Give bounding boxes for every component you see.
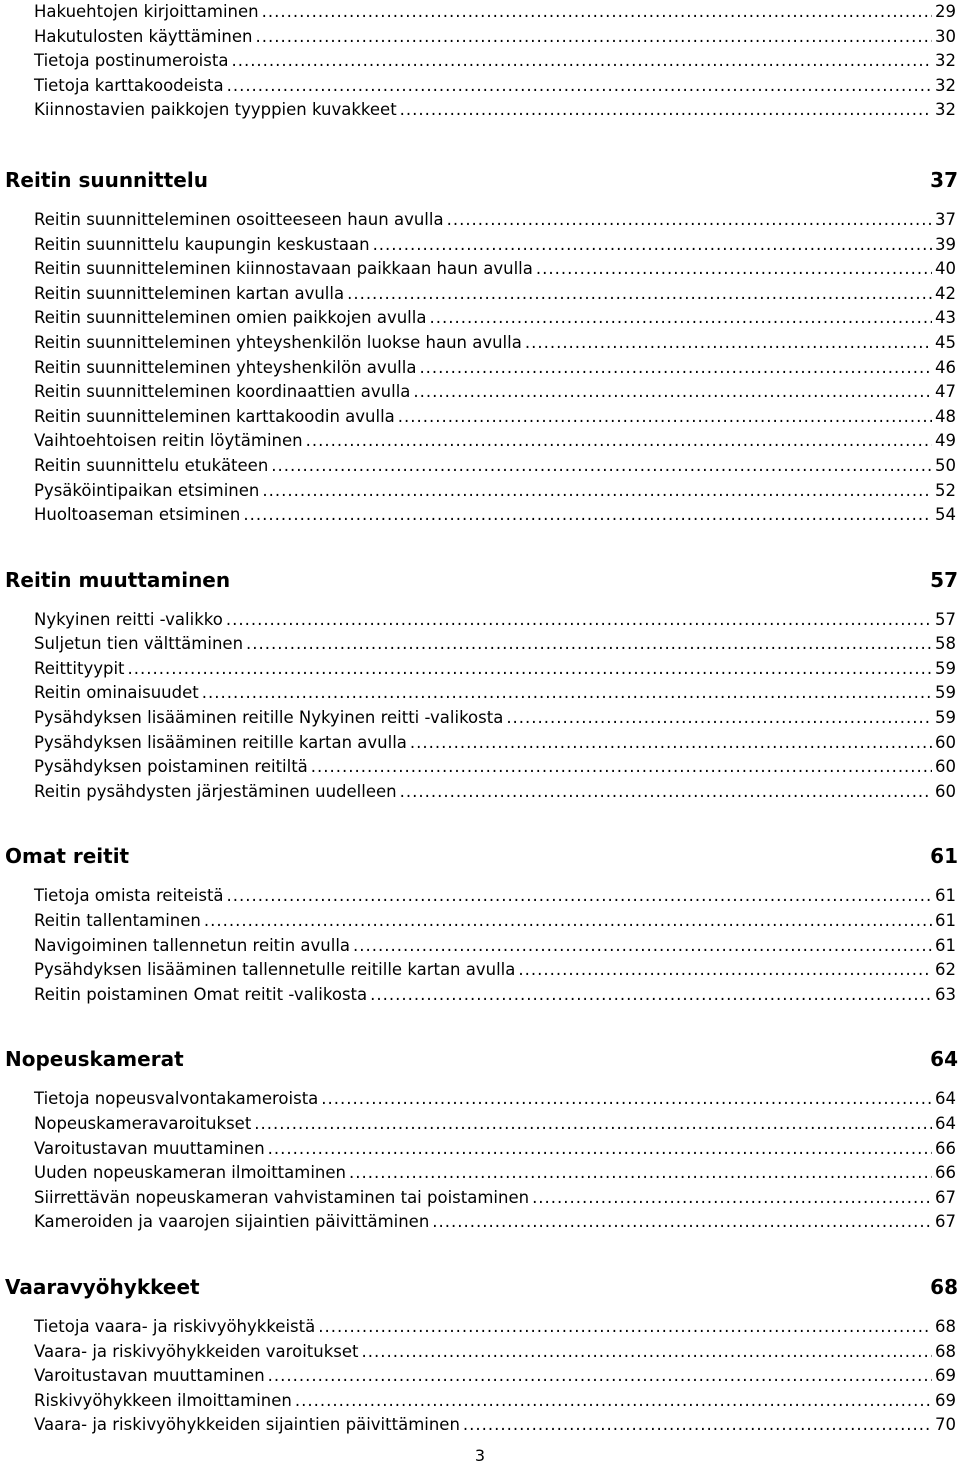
toc-entry[interactable] <box>0 233 960 258</box>
toc-entry[interactable] <box>0 282 960 307</box>
toc-entry-title: Tietoja omista reiteistä <box>34 886 224 906</box>
dot-leader <box>227 74 932 99</box>
toc-entry-page: 70 <box>935 1415 956 1435</box>
section-heading[interactable] <box>0 1272 960 1302</box>
dot-leader <box>295 1389 932 1414</box>
toc-entry-page: 58 <box>935 634 956 654</box>
dot-leader <box>227 884 932 909</box>
toc-entry[interactable] <box>0 884 960 909</box>
toc-entry-title: Pysähdyksen lisääminen tallennetulle reitille kartan avulla <box>34 960 516 980</box>
toc-entry-title: Reitin suunnitteleminen kiinnostavaan paikkaan haun avulla <box>34 259 533 279</box>
toc-entry-page: 61 <box>935 911 956 931</box>
toc-entry-title: Varoitustavan muuttaminen <box>34 1366 265 1386</box>
dot-leader <box>306 429 932 454</box>
toc-entry-title: Reitin suunnitteleminen koordinaattien avulla <box>34 382 411 402</box>
section-heading[interactable] <box>0 1044 960 1074</box>
toc-entry[interactable] <box>0 608 960 633</box>
dot-leader <box>243 503 932 528</box>
toc-entry-title: Navigoiminen tallennetun reitin avulla <box>34 935 351 955</box>
toc-entry-title: Reitin suunnitteleminen karttakoodin avulla <box>34 406 395 426</box>
toc-entry-page: 30 <box>935 26 956 46</box>
toc-entry[interactable] <box>0 331 960 356</box>
toc-entry-title: Tietoja vaara- ja riskivyöhykkeistä <box>34 1316 316 1336</box>
toc-entry-title: Kameroiden ja vaarojen sijaintien päivittäminen <box>34 1212 430 1232</box>
dot-leader <box>254 1112 932 1137</box>
toc-entry-page: 47 <box>935 382 956 402</box>
dot-leader <box>311 755 932 780</box>
toc-entry-page: 54 <box>935 505 956 525</box>
toc-entry-title: Pysäköintipaikan etsiminen <box>34 480 260 500</box>
toc-entry-page: 59 <box>935 708 956 728</box>
toc-entry[interactable] <box>0 1210 960 1235</box>
spacer <box>0 528 960 565</box>
toc-sections <box>0 123 960 1438</box>
toc-entry-page: 64 <box>935 1114 956 1133</box>
section-heading[interactable] <box>0 841 960 871</box>
toc-entry-title: Siirrettävän nopeuskameran vahvistaminen tai poistaminen <box>34 1187 530 1207</box>
toc-entry-page: 68 <box>935 1341 956 1361</box>
toc-entry[interactable] <box>0 306 960 331</box>
dot-leader <box>419 356 932 381</box>
spacer <box>0 871 960 884</box>
dot-leader <box>400 780 932 805</box>
toc-entry[interactable] <box>0 1413 960 1438</box>
toc-entry-page: 37 <box>935 209 956 229</box>
toc-entry-page: 66 <box>935 1163 956 1183</box>
dot-leader <box>353 934 932 959</box>
toc-entry[interactable] <box>0 0 960 25</box>
toc-entry-title: Riskivyöhykkeen ilmoittaminen <box>34 1390 292 1410</box>
toc-entry[interactable] <box>0 934 960 959</box>
dot-leader <box>525 331 932 356</box>
toc-entry[interactable] <box>0 1186 960 1211</box>
toc-entry[interactable] <box>0 257 960 282</box>
spacer <box>0 1302 960 1315</box>
toc-entry-page: 32 <box>935 75 956 95</box>
toc-entry-title: Tietoja karttakoodeista <box>34 75 224 95</box>
toc-section <box>0 528 960 805</box>
toc-entry-page: 29 <box>935 2 956 21</box>
spacer <box>0 595 960 608</box>
toc-entry-title: Pysähdyksen lisääminen reitille Nykyinen reitti -valikosta <box>34 708 504 728</box>
dot-leader <box>518 958 932 983</box>
toc-entry[interactable] <box>0 681 960 706</box>
dot-leader <box>536 257 932 282</box>
toc-entry-title: Varoitustavan muuttaminen <box>34 1138 265 1158</box>
toc-entry-page: 60 <box>935 781 956 801</box>
toc-entry-page: 48 <box>935 406 956 426</box>
intro-entries <box>0 0 960 123</box>
section-heading-page: 64 <box>930 1047 958 1072</box>
toc-entry-title: Reitin suunnittelu kaupungin keskustaan <box>34 234 370 254</box>
toc-entry[interactable] <box>0 909 960 934</box>
toc-entry-page: 50 <box>935 455 956 475</box>
dot-leader <box>246 632 932 657</box>
toc-entry-title: Nykyinen reitti -valikko <box>34 609 223 629</box>
toc-entry-title: Reitin tallentaminen <box>34 911 201 931</box>
dot-leader <box>398 405 932 430</box>
toc-entry-page: 61 <box>935 886 956 906</box>
dot-leader <box>202 681 932 706</box>
toc-entry[interactable] <box>0 405 960 430</box>
toc-entry[interactable] <box>0 49 960 74</box>
toc-entry[interactable] <box>0 25 960 50</box>
toc-entry-page: 32 <box>935 100 956 120</box>
toc-entry-title: Reitin suunnittelu etukäteen <box>34 455 269 475</box>
section-heading[interactable] <box>0 165 960 195</box>
toc-entry[interactable] <box>0 356 960 381</box>
toc-entry-page: 32 <box>935 51 956 71</box>
toc-entry-page: 63 <box>935 984 956 1004</box>
toc-entry-title: Vaara- ja riskivyöhykkeiden varoitukset <box>34 1341 359 1361</box>
toc-entry-page: 46 <box>935 357 956 377</box>
dot-leader <box>532 1186 932 1211</box>
toc-entry-title: Reitin suunnitteleminen omien paikkojen avulla <box>34 308 427 328</box>
toc-entry-title: Pysähdyksen lisääminen reitille kartan avulla <box>34 732 407 752</box>
toc-entry[interactable] <box>0 731 960 756</box>
toc-entry[interactable] <box>0 503 960 528</box>
dot-leader <box>262 0 932 25</box>
spacer <box>0 1235 960 1272</box>
spacer <box>0 804 960 841</box>
toc-entry[interactable] <box>0 1112 960 1137</box>
section-heading-page: 61 <box>930 844 958 869</box>
dot-leader <box>204 909 932 934</box>
dot-leader <box>506 706 932 731</box>
toc-entry[interactable] <box>0 1087 960 1112</box>
dot-leader <box>271 454 932 479</box>
toc-entry-title: Reittityypit <box>34 658 125 678</box>
toc-entry-page: 40 <box>935 259 956 279</box>
dot-leader <box>255 25 932 50</box>
dot-leader <box>231 49 932 74</box>
dot-leader <box>447 208 932 233</box>
toc-entry[interactable] <box>0 98 960 123</box>
toc-entry-title: Reitin suunnitteleminen osoitteeseen haun avulla <box>34 209 444 229</box>
dot-leader <box>318 1315 932 1340</box>
toc-entry-title: Vaara- ja riskivyöhykkeiden sijaintien päivittäminen <box>34 1415 460 1435</box>
toc-entry-title: Reitin suunnitteleminen kartan avulla <box>34 283 345 303</box>
toc-entry-page: 68 <box>935 1316 956 1336</box>
toc-entry[interactable] <box>0 958 960 983</box>
toc-entry-title: Reitin pysähdysten järjestäminen uudelleen <box>34 781 397 801</box>
dot-leader <box>226 608 932 633</box>
toc-entry[interactable] <box>0 429 960 454</box>
toc-entry-page: 62 <box>935 960 956 980</box>
dot-leader <box>429 306 932 331</box>
toc-entry-page: 69 <box>935 1390 956 1410</box>
section-heading-title: Reitin suunnittelu <box>5 167 208 192</box>
section-heading-title: Vaaravyöhykkeet <box>5 1274 200 1299</box>
section-heading-title: Nopeuskamerat <box>5 1047 184 1072</box>
toc-entry-page: 45 <box>935 332 956 352</box>
dot-leader <box>373 233 932 258</box>
toc-entry[interactable] <box>0 1161 960 1186</box>
toc-entry-page: 60 <box>935 732 956 752</box>
toc-entry-page: 42 <box>935 283 956 303</box>
dot-leader <box>128 657 932 682</box>
toc-entry[interactable] <box>0 479 960 504</box>
section-heading-title: Omat reitit <box>5 844 130 869</box>
toc-entry-page: 64 <box>935 1089 956 1109</box>
toc-entry-title: Reitin poistaminen Omat reitit -valikosta <box>34 984 368 1004</box>
toc-entry[interactable] <box>0 780 960 805</box>
toc-entry-page: 69 <box>935 1366 956 1386</box>
spacer <box>0 123 960 165</box>
toc-entry-title: Reitin suunnitteleminen yhteyshenkilön avulla <box>34 357 417 377</box>
section-heading-page: 57 <box>930 567 958 592</box>
toc-entry-title: Pysähdyksen poistaminen reitiltä <box>34 757 308 777</box>
toc-entry-page: 59 <box>935 658 956 678</box>
toc-entry-page: 52 <box>935 480 956 500</box>
spacer <box>0 1074 960 1087</box>
toc-entry-page: 57 <box>935 609 956 629</box>
dot-leader <box>410 731 932 756</box>
dot-leader <box>370 983 932 1008</box>
toc-entry-title: Tietoja postinumeroista <box>34 51 229 71</box>
toc-entry-title: Uuden nopeuskameran ilmoittaminen <box>34 1163 346 1183</box>
dot-leader <box>268 1364 932 1389</box>
toc-entry[interactable] <box>0 706 960 731</box>
spacer <box>0 1007 960 1044</box>
section-heading-page: 37 <box>930 167 958 192</box>
toc-section <box>0 1007 960 1235</box>
toc-entry[interactable] <box>0 1137 960 1162</box>
dot-leader <box>413 380 932 405</box>
dot-leader <box>349 1161 932 1186</box>
toc-entry[interactable] <box>0 632 960 657</box>
toc-entry-page: 66 <box>935 1138 956 1158</box>
toc-entry[interactable] <box>0 74 960 99</box>
page-number: 3 <box>474 1446 486 1465</box>
toc-entry-title: Hakutulosten käyttäminen <box>34 26 253 46</box>
toc-entry-title: Nopeuskameravaroitukset <box>34 1114 252 1133</box>
toc-entry-title: Reitin ominaisuudet <box>34 683 199 703</box>
toc-entry[interactable] <box>0 1315 960 1340</box>
toc-entry-page: 59 <box>935 683 956 703</box>
toc-entry[interactable] <box>0 755 960 780</box>
toc-section <box>0 123 960 528</box>
toc-entry-title: Suljetun tien välttäminen <box>34 634 244 654</box>
toc-entry-title: Kiinnostavien paikkojen tyyppien kuvakkeet <box>34 100 397 120</box>
toc-entry[interactable] <box>0 380 960 405</box>
dot-leader <box>321 1087 932 1112</box>
dot-leader <box>432 1210 932 1235</box>
toc-entry-title: Reitin suunnitteleminen yhteyshenkilön luokse haun avulla <box>34 332 522 352</box>
toc-entry-title: Huoltoaseman etsiminen <box>34 505 241 525</box>
toc-entry[interactable] <box>0 454 960 479</box>
toc-entry-title: Tietoja nopeusvalvontakameroista <box>34 1089 319 1109</box>
toc-entry[interactable] <box>0 1389 960 1414</box>
dot-leader <box>268 1137 932 1162</box>
spacer <box>0 195 960 208</box>
dot-leader <box>463 1413 932 1438</box>
toc-entry[interactable] <box>0 983 960 1008</box>
toc-entry[interactable] <box>0 1340 960 1365</box>
dot-leader <box>361 1340 932 1365</box>
toc-entry-page: 67 <box>935 1212 956 1232</box>
dot-leader <box>262 479 932 504</box>
toc-entry-page: 43 <box>935 308 956 328</box>
toc-entry[interactable] <box>0 1364 960 1389</box>
dot-leader <box>347 282 932 307</box>
toc-entry-page: 61 <box>935 935 956 955</box>
section-heading-page: 68 <box>930 1274 958 1299</box>
toc-entry-page: 49 <box>935 431 956 451</box>
toc-section <box>0 1235 960 1438</box>
toc-section <box>0 804 960 1007</box>
toc-entry-title: Hakuehtojen kirjoittaminen <box>34 2 259 21</box>
toc-entry-page: 60 <box>935 757 956 777</box>
dot-leader <box>400 98 932 123</box>
toc-entry[interactable] <box>0 657 960 682</box>
toc-entry-title: Vaihtoehtoisen reitin löytäminen <box>34 431 303 451</box>
section-heading[interactable] <box>0 565 960 595</box>
toc-entry-page: 67 <box>935 1187 956 1207</box>
toc-entry-page: 39 <box>935 234 956 254</box>
section-heading-title: Reitin muuttaminen <box>5 567 231 592</box>
toc-entry[interactable] <box>0 208 960 233</box>
